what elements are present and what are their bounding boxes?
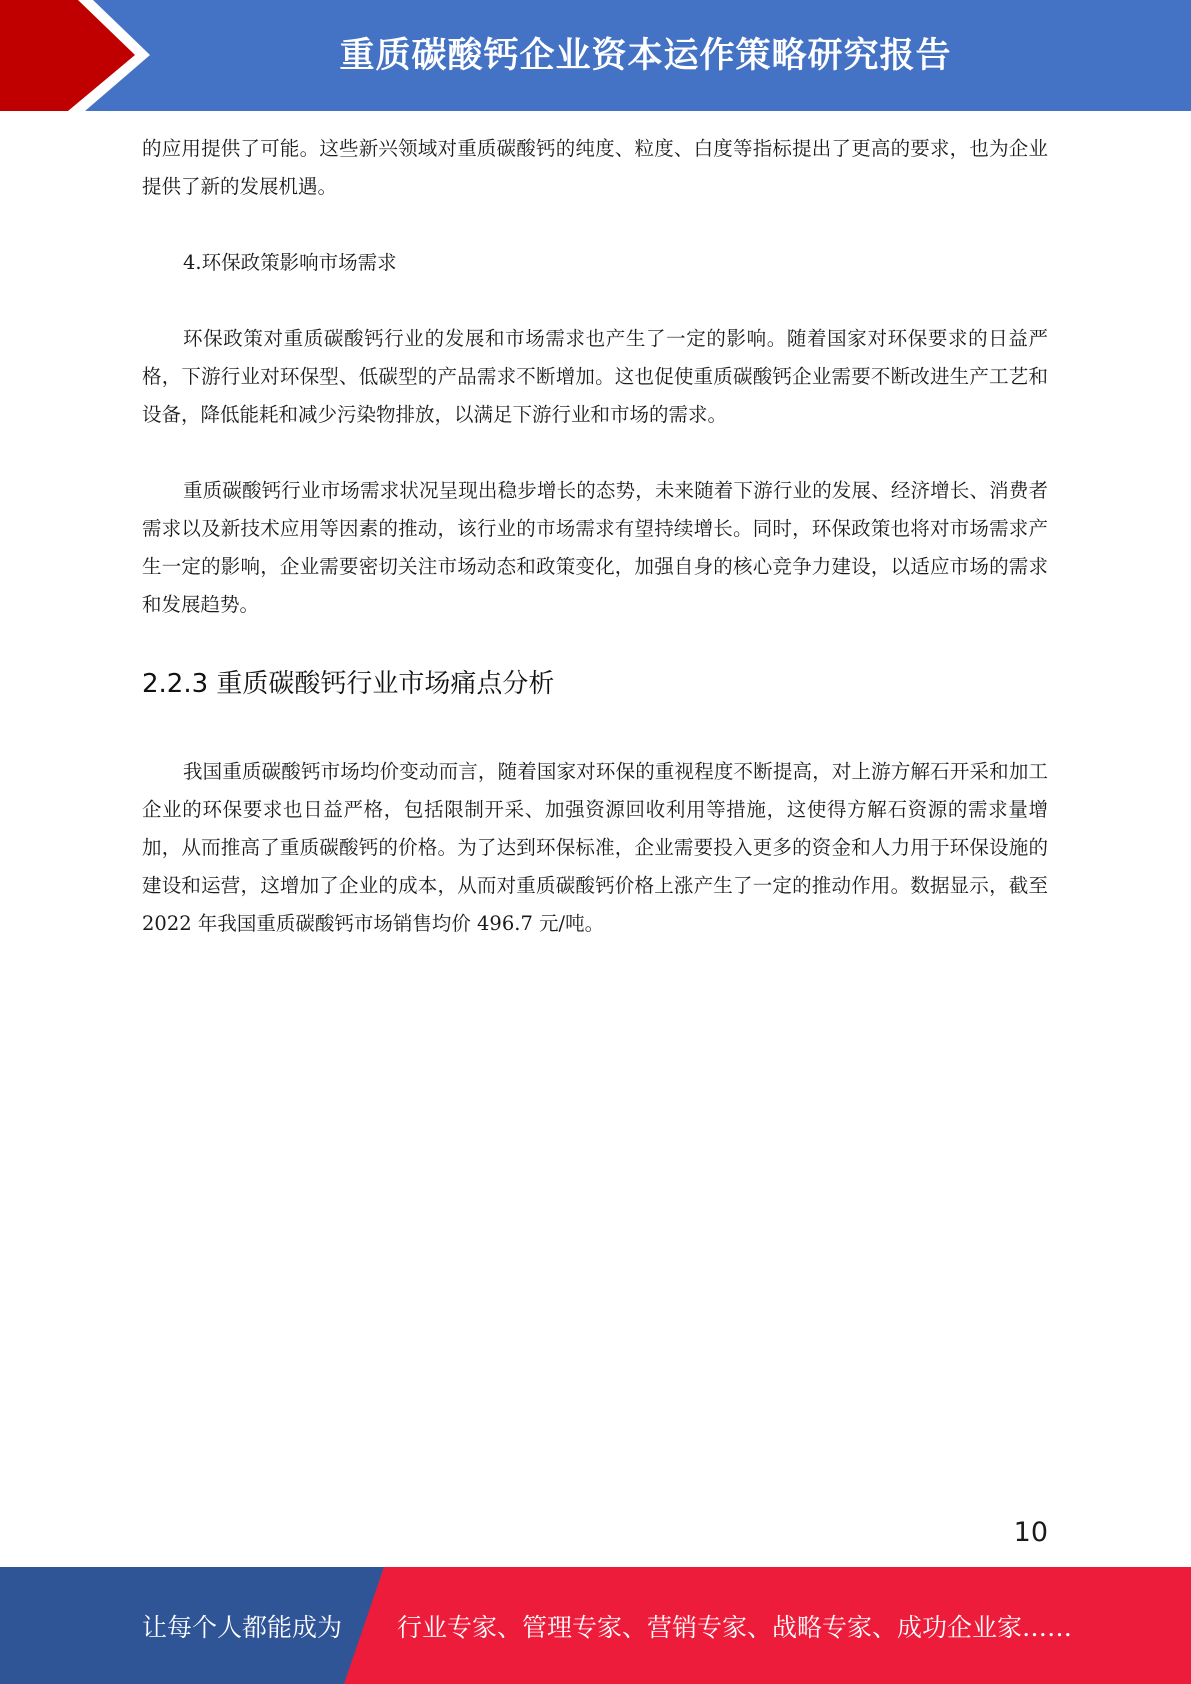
paragraph-continuation: 的应用提供了可能。这些新兴领域对重质碳酸钙的纯度、粒度、白度等指标提出了更高的要求，也为企业提供了新的发展机遇。 [142, 137, 1048, 198]
subheading-environmental-policy: 4.环保政策影响市场需求 [183, 251, 397, 274]
report-title: 重质碳酸钙企业资本运作策略研究报告 [339, 36, 952, 76]
header-banner [0, 0, 1191, 111]
footer-banner [0, 1567, 1191, 1684]
page-number: 10 [1013, 1517, 1048, 1548]
page-content [142, 130, 1048, 943]
footer-slogan-right: 行业专家、管理专家、营销专家、战略专家、成功企业家…… [397, 1612, 1073, 1642]
section-heading-pain-points: 2.2.3 重质碳酸钙行业市场痛点分析 [142, 669, 555, 699]
paragraph-demand-summary: 重质碳酸钙行业市场需求状况呈现出稳步增长的态势，未来随着下游行业的发展、经济增长、消费者需求以及新技术应用等因素的推动，该行业的市场需求有望持续增长。同时，环保政策也将对市场需求产生一定的影响，企业需要密切关注市场动态和政策变化，加强自身的核心竞争力建设，以适应市场的需求和发展趋势。 [142, 479, 1048, 616]
paragraph-price-analysis: 我国重质碳酸钙市场均价变动而言，随着国家对环保的重视程度不断提高，对上游方解石开采和加工企业的环保要求也日益严格，包括限制开采、加强资源回收利用等措施，这使得方解石资源的需求量增加，从而推高了重质碳酸钙的价格。为了达到环保标准，企业需要投入更多的资金和人力用于环保设施的建设和运营，这增加了企业的成本，从而对重质碳酸钙价格上涨产生了一定的推动作用。数据显示，截至 2022 年我国重质碳酸钙市场销售均价 496.7 元/吨。 [142, 760, 1048, 935]
footer-slogan-left: 让每个人都能成为 [142, 1612, 343, 1642]
paragraph-environmental-policy: 环保政策对重质碳酸钙行业的发展和市场需求也产生了一定的影响。随着国家对环保要求的日益严格，下游行业对环保型、低碳型的产品需求不断增加。这也促使重质碳酸钙企业需要不断改进生产工艺和设备，降低能耗和减少污染物排放，以满足下游行业和市场的需求。 [142, 327, 1048, 426]
